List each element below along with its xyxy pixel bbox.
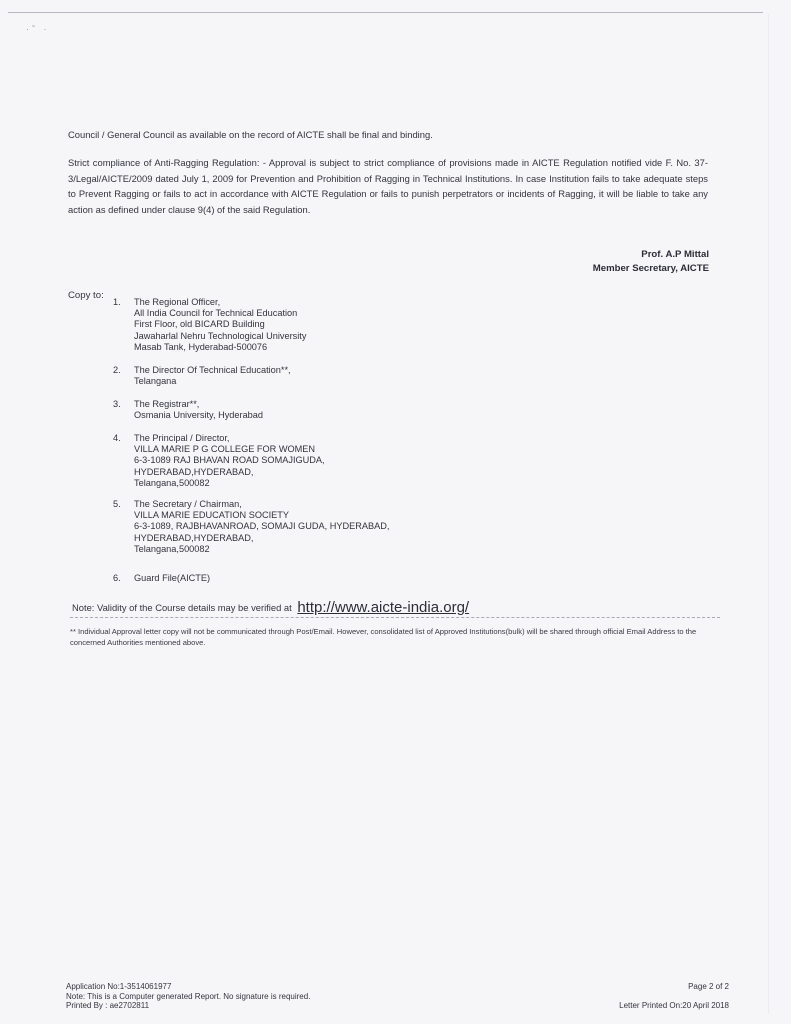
entry-number: 6. [113, 573, 121, 583]
entry-line: Telangana [134, 376, 177, 387]
entry-line: HYDERABAD,HYDERABAD, [134, 532, 254, 543]
entry-line: 6-3-1089 RAJ BHAVAN ROAD SOMAJIGUDA, [134, 455, 325, 466]
entry-number: 4. [113, 433, 121, 443]
entry-line: Telangana,500082 [134, 477, 210, 488]
entry-line: VILLA MARIE P G COLLEGE FOR WOMEN [134, 444, 316, 455]
entry-number: 5. [113, 499, 121, 509]
entry-line: The Regional Officer, [134, 297, 221, 307]
entry-line: The Registrar**, [134, 399, 200, 409]
signatory-name: Prof. A.P Mittal [641, 249, 709, 260]
footer-left [66, 982, 310, 1011]
aicte-website-link[interactable]: http://www.aicte-india.org/ [297, 599, 470, 616]
entry-line: Osmania University, Hyderabad [134, 410, 264, 421]
page-number: Page 2 of 2 [688, 982, 729, 991]
entry-line: First Floor, old BICARD Building [134, 319, 265, 330]
entry-line: Telangana,500082 [134, 543, 210, 554]
entry-number: 2. [113, 365, 121, 375]
entry-line: Masab Tank, Hyderabad-500076 [134, 341, 268, 352]
signatory-designation: Member Secretary, AICTE [592, 262, 709, 274]
printed-by: Printed By : ae2702811 [66, 1001, 150, 1011]
validity-note-text: Note: Validity of the Course details may be verified at [72, 602, 292, 613]
printed-on-date: Letter Printed On:20 April 2018 [619, 1001, 729, 1010]
approval-footnote: ** Individual Approval letter copy will not be communicated through Post/Email. However, consolidated list of Approved Institutions(bulk) will be shared through official Email Address to the concerned Authorities mentioned above. [70, 627, 697, 647]
entry-line: HYDERABAD,HYDERABAD, [134, 466, 254, 477]
top-rule [8, 12, 763, 13]
entry-number: 3. [113, 399, 121, 409]
entry-line: 6-3-1089, RAJBHAVANROAD, SOMAJI GUDA, HYDERABAD, [134, 521, 390, 532]
entry-number: 1. [113, 297, 121, 307]
entry-line: VILLA MARIE EDUCATION SOCIETY [134, 510, 290, 521]
scan-artifact-mark: ·˜ · [26, 24, 50, 34]
validity-note [72, 598, 469, 615]
dashed-divider [70, 617, 720, 618]
council-paragraph: Council / General Council as available on the record of AICTE shall be final and binding. [68, 129, 433, 140]
entry-line: The Secretary / Chairman, [134, 499, 242, 509]
entry-line: Guard File(AICTE) [134, 573, 211, 583]
entry-line: The Director Of Technical Education**, [134, 365, 291, 375]
anti-ragging-paragraph: Strict compliance of Anti-Ragging Regulation: - Approval is subject to strict compliance of provisions made in AICTE Regulation notified vide F. No. 37-3/Legal/AICTE/2009 dated July 1, 2009 for Prevention and Prohibition of Ragging in Technical Institutions. In case Institution fails to take adequate steps to Prevent Ragging or fails to act in accordance with AICTE Regulation or fails to punish perpetrators or incidents of Ragging, it will be liable to take any action as defined under clause 9(4) of the said Regulation. [68, 157, 708, 215]
entry-line: All India Council for Technical Education [134, 308, 298, 319]
entry-line: Jawaharlal Nehru Technological University [134, 330, 307, 341]
computer-generated-note: Note: This is a Computer generated Report. No signature is required. [66, 991, 311, 1001]
signature-block [593, 248, 709, 275]
entry-line: The Principal / Director, [134, 433, 230, 443]
copy-to-label: Copy to: [68, 290, 104, 301]
application-number: Application No:1-3514061977 [66, 982, 172, 991]
page-edge [768, 14, 769, 1014]
